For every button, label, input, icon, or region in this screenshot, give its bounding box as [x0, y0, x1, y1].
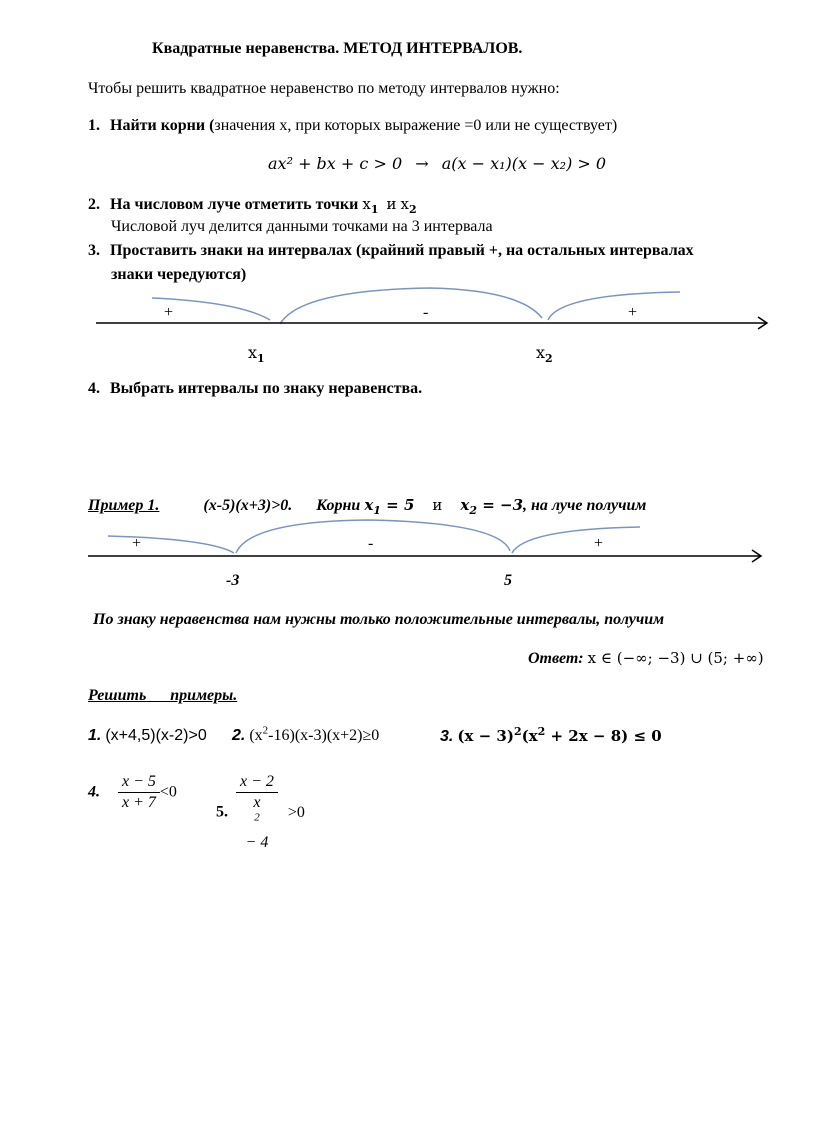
step-1: [88, 117, 617, 135]
step-3-number: 3.: [88, 242, 100, 259]
root-x1: $x_1 = 5$: [364, 496, 415, 517]
example-1-expression: (x-5)(x+3)>0.: [203, 497, 293, 514]
sign-middle: -: [423, 304, 429, 321]
general-formula: [268, 154, 606, 173]
and-word: и: [386, 195, 397, 213]
step-2: [88, 195, 417, 214]
step-1-text: значения х, при которых выражение =0 или не существует): [214, 117, 618, 134]
practice-heading-word1: Решить: [88, 687, 147, 704]
step-2-note: Числовой луч делится данными точками на 3 интервала: [111, 218, 493, 235]
roots-label: Корни: [316, 497, 361, 514]
arc-middle: [280, 288, 542, 324]
step-4-number: 4.: [88, 380, 100, 397]
practice-heading: [88, 687, 237, 705]
number-line-example: [0, 515, 816, 605]
step-3: [88, 242, 694, 260]
sign-right: +: [594, 535, 604, 552]
point-x1: $x_1$: [248, 343, 265, 366]
answer-value: x ∈ (−∞; −3) ∪ (5; +∞): [587, 649, 764, 667]
formula-right: a(x − x₁)(x − x₂) > 0: [441, 154, 607, 173]
root-x2: $x_2 = -3$: [460, 496, 524, 517]
step-3-line2: знаки чередуются): [111, 266, 247, 283]
point-x2: $x_2$: [536, 343, 553, 366]
formula-arrow: →: [415, 154, 429, 173]
sign-left: +: [164, 304, 174, 321]
point-minus-3: -3: [226, 572, 240, 589]
practice-heading-word2: примеры.: [170, 687, 238, 704]
formula-left: ax² + bx + c > 0: [268, 154, 403, 173]
arc-right: [548, 292, 680, 320]
step-4-text: Выбрать интервалы по знаку неравенства.: [110, 380, 423, 397]
practice-item-5: 5. x − 2 x $^2$ − 4 >0: [216, 773, 305, 851]
step-4: [88, 380, 422, 398]
page-title: Квадратные неравенства. МЕТОД ИНТЕРВАЛОВ.: [152, 40, 523, 57]
example-1-header: [88, 496, 646, 515]
practice-item-1: 1. (x+4,5)(x-2)>0: [88, 727, 207, 744]
example-1-tail: , на луче получим: [523, 497, 647, 514]
step-2-number: 2.: [88, 196, 100, 213]
step-1-number: 1.: [88, 117, 100, 134]
sign-middle: -: [368, 535, 374, 552]
number-line-general: [0, 280, 816, 370]
conclusion-text: По знаку неравенства нам нужны только положительные интервалы, получим: [93, 611, 665, 628]
practice-item-3: 3. $(x - 3)^2(x^2 + 2x - 8) \le 0$: [440, 725, 662, 745]
answer-label: Ответ:: [528, 650, 584, 667]
x2-symbol: $x_2$: [400, 195, 417, 216]
answer: [528, 649, 764, 668]
and-word: и: [432, 496, 443, 514]
step-3-line1: Проставить знаки на интервалах (крайний правый +, на остальных интервалах: [110, 242, 694, 259]
point-5: 5: [504, 572, 512, 589]
x1-symbol: $x_1$: [362, 195, 379, 216]
practice-item-4: 4. $\frac{x - 5}{x + 7}$ <0: [88, 773, 177, 811]
practice-item-2: 2. $(x^2-16)(x-3)(x+2)\ge 0$: [232, 724, 380, 744]
intro-text: Чтобы решить квадратное неравенство по методу интервалов нужно:: [88, 80, 560, 97]
sign-right: +: [628, 304, 638, 321]
step-2-bold: На числовом луче отметить точки: [110, 196, 359, 213]
arc-left: [108, 536, 234, 553]
sign-left: +: [132, 535, 142, 552]
arc-right: [512, 527, 640, 553]
example-1-label: Пример 1.: [88, 497, 160, 514]
step-1-bold: Найти корни (: [110, 117, 215, 134]
